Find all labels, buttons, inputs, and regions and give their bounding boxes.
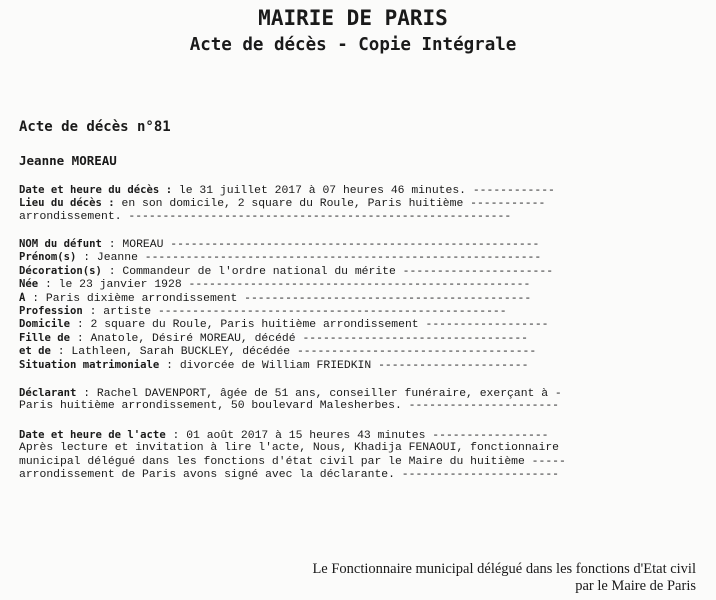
field-profession (19, 305, 699, 318)
acte-text-line-2: Après lecture et invitation à lire l'acte, Nous, Khadija FENAOUI, fonctionnaire (19, 442, 560, 455)
field-profession-label: Profession (19, 304, 83, 317)
deces-date-value: le 31 juillet 2017 à 07 heures 46 minutes. ------------ (172, 185, 555, 197)
field-nom-value: : MOREAU ------------------------------------------------------ (101, 239, 540, 251)
field-situation (19, 359, 699, 372)
deces-lieu-continuation: arrondissement. -------------------------------------------------------- (19, 210, 512, 223)
page-subtitle: Acte de décès - Copie Intégrale (189, 35, 517, 55)
field-a-value: : Paris dixième arrondissement ------------------------------------------ (25, 292, 532, 305)
deces-lieu-line (19, 197, 699, 210)
field-fille-de (19, 332, 699, 345)
field-nee-value: : le 23 janvier 1928 -------------------------------------------------- (38, 279, 531, 292)
field-nee (19, 278, 699, 291)
declarant-line (19, 387, 699, 400)
declarant-continuation: Paris huitième arrondissement, 50 boulevard Malesherbes. ---------------------- (19, 400, 560, 413)
field-prenom-value: : Jeanne ---------------------------------------------------------- (76, 252, 542, 265)
declarant-label: Déclarant (19, 387, 77, 399)
field-a-label: À (19, 291, 26, 304)
field-et-de-value: : Lathleen, Sarah BUCKLEY, décédée ----------------------------------- (50, 346, 537, 359)
deces-date-line (19, 184, 699, 197)
signature-line-2: par le Maire de Paris (575, 578, 696, 594)
deces-lieu-label: Lieu du décès : (19, 197, 115, 210)
field-prenom (19, 251, 699, 264)
field-domicile-value: : 2 square du Roule, Paris huitième arrondissement ------------------ (70, 319, 549, 332)
declarant-value: : Rachel DAVENPORT, âgée de 51 ans, conseiller funéraire, exerçant à - (76, 388, 562, 400)
acte-date-line (19, 429, 699, 442)
field-decoration-value: : Commandeur de l'ordre national du mérite ---------------------- (101, 265, 554, 278)
field-profession-value: : artiste --------------------------------------------------- (82, 305, 507, 318)
field-decoration-label: Décoration(s) (19, 264, 102, 277)
acte-text-line-3: municipal délégué dans les fonctions d'état civil par le Maire du huitième ----- (19, 455, 566, 468)
field-nom (19, 238, 699, 251)
field-fille-de-value: : Anatole, Désiré MOREAU, décédé --------------------------------- (70, 332, 529, 345)
field-prenom-label: Prénom(s) (19, 251, 77, 264)
signature-line-1: Le Fonctionnaire municipal délégué dans les fonctions d'Etat civil (312, 561, 696, 577)
field-et-de-label: et de (19, 345, 51, 358)
field-decoration (19, 265, 699, 278)
field-a (19, 292, 699, 305)
field-fille-de-label: Fille de (19, 331, 71, 344)
acte-section (19, 429, 699, 483)
field-situation-value: : divorcée de William FRIEDKIN ---------------------- (159, 359, 529, 372)
field-situation-label: Situation matrimoniale (19, 358, 160, 371)
field-domicile (19, 318, 699, 331)
deces-date-label: Date et heure du décès : (19, 184, 173, 196)
declarant-section (19, 387, 699, 414)
deces-section (19, 184, 699, 224)
defunt-section (19, 238, 699, 372)
field-et-de (19, 345, 699, 358)
deceased-name: Jeanne MOREAU (19, 153, 117, 168)
deces-lieu-value: en son domicile, 2 square du Roule, Paris huitième ----------- (114, 198, 546, 211)
field-domicile-label: Domicile (19, 318, 71, 331)
field-nom-label: NOM du défunt (19, 238, 102, 250)
signature-block (312, 561, 696, 595)
acte-text-line-4: arrondissement de Paris avons signé avec la déclarante. ----------------------- (19, 469, 560, 482)
field-nee-label: Née (19, 278, 39, 291)
acte-date-value: : 01 août 2017 à 15 heures 43 minutes ----------------- (165, 430, 549, 442)
acte-date-label: Date et heure de l'acte (19, 429, 166, 441)
acte-number-heading: Acte de décès n°81 (19, 119, 171, 135)
page-title: MAIRIE DE PARIS (258, 6, 448, 30)
